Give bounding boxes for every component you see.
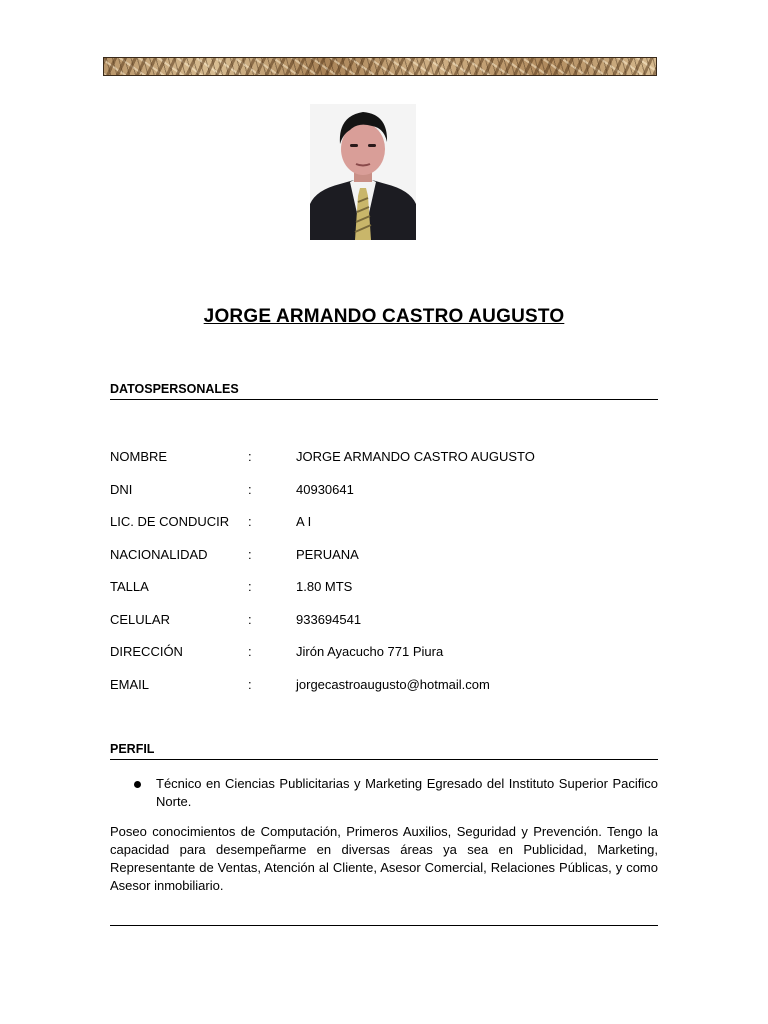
field-value: PERUANA	[296, 547, 359, 562]
field-label: DNI	[110, 482, 133, 497]
field-label: DIRECCIÓN	[110, 644, 183, 659]
field-value: JORGE ARMANDO CASTRO AUGUSTO	[296, 449, 535, 464]
profile-paragraph: Poseo conocimientos de Computación, Primeros Auxilios, Seguridad y Prevención. Tengo la capacidad para desempeñarme en diversas áreas ya sea en Publicidad, Marketing, Representante de Ventas, Atención al Cliente, Asesor Comercial, Relaciones Públicas, y como Asesor inmobiliario.	[110, 824, 658, 893]
field-value: 933694541	[296, 612, 362, 627]
field-label: CELULAR	[110, 612, 170, 627]
bullet-icon	[134, 781, 141, 788]
field-label: NACIONALIDAD	[110, 547, 208, 562]
profile-bullet-text: Técnico en Ciencias Publicitarias y Marketing Egresado del Instituto Superior Pacifico Norte.	[156, 776, 658, 809]
field-value: 40930641	[296, 482, 354, 497]
decorative-banner	[103, 57, 657, 76]
field-label: NOMBRE	[110, 449, 168, 464]
field-value: Jirón Ayacucho 771 Piura	[296, 644, 444, 659]
bottom-divider	[110, 925, 658, 926]
section-heading-personal-data: DATOSPERSONALES	[110, 382, 658, 400]
field-separator: :	[248, 482, 252, 497]
field-label: LIC. DE CONDUCIR	[110, 514, 230, 529]
field-separator: :	[248, 449, 252, 464]
profile-bullet-item	[128, 775, 658, 811]
field-value: 1.80 MTS	[296, 579, 353, 594]
field-label: EMAIL	[110, 677, 150, 692]
section-heading-profile: PERFIL	[110, 742, 658, 760]
profile-photo	[310, 104, 416, 240]
field-separator: :	[248, 579, 252, 594]
field-separator: :	[248, 547, 252, 562]
field-separator: :	[248, 644, 252, 659]
field-separator: :	[248, 612, 252, 627]
field-value: A I	[296, 514, 312, 529]
email-value: jorgecastroaugusto@hotmail.com	[296, 677, 490, 692]
field-label: TALLA	[110, 579, 149, 594]
field-separator: :	[248, 514, 252, 529]
page-title: JORGE ARMANDO CASTRO AUGUSTO	[203, 306, 565, 327]
field-separator: :	[248, 677, 252, 692]
